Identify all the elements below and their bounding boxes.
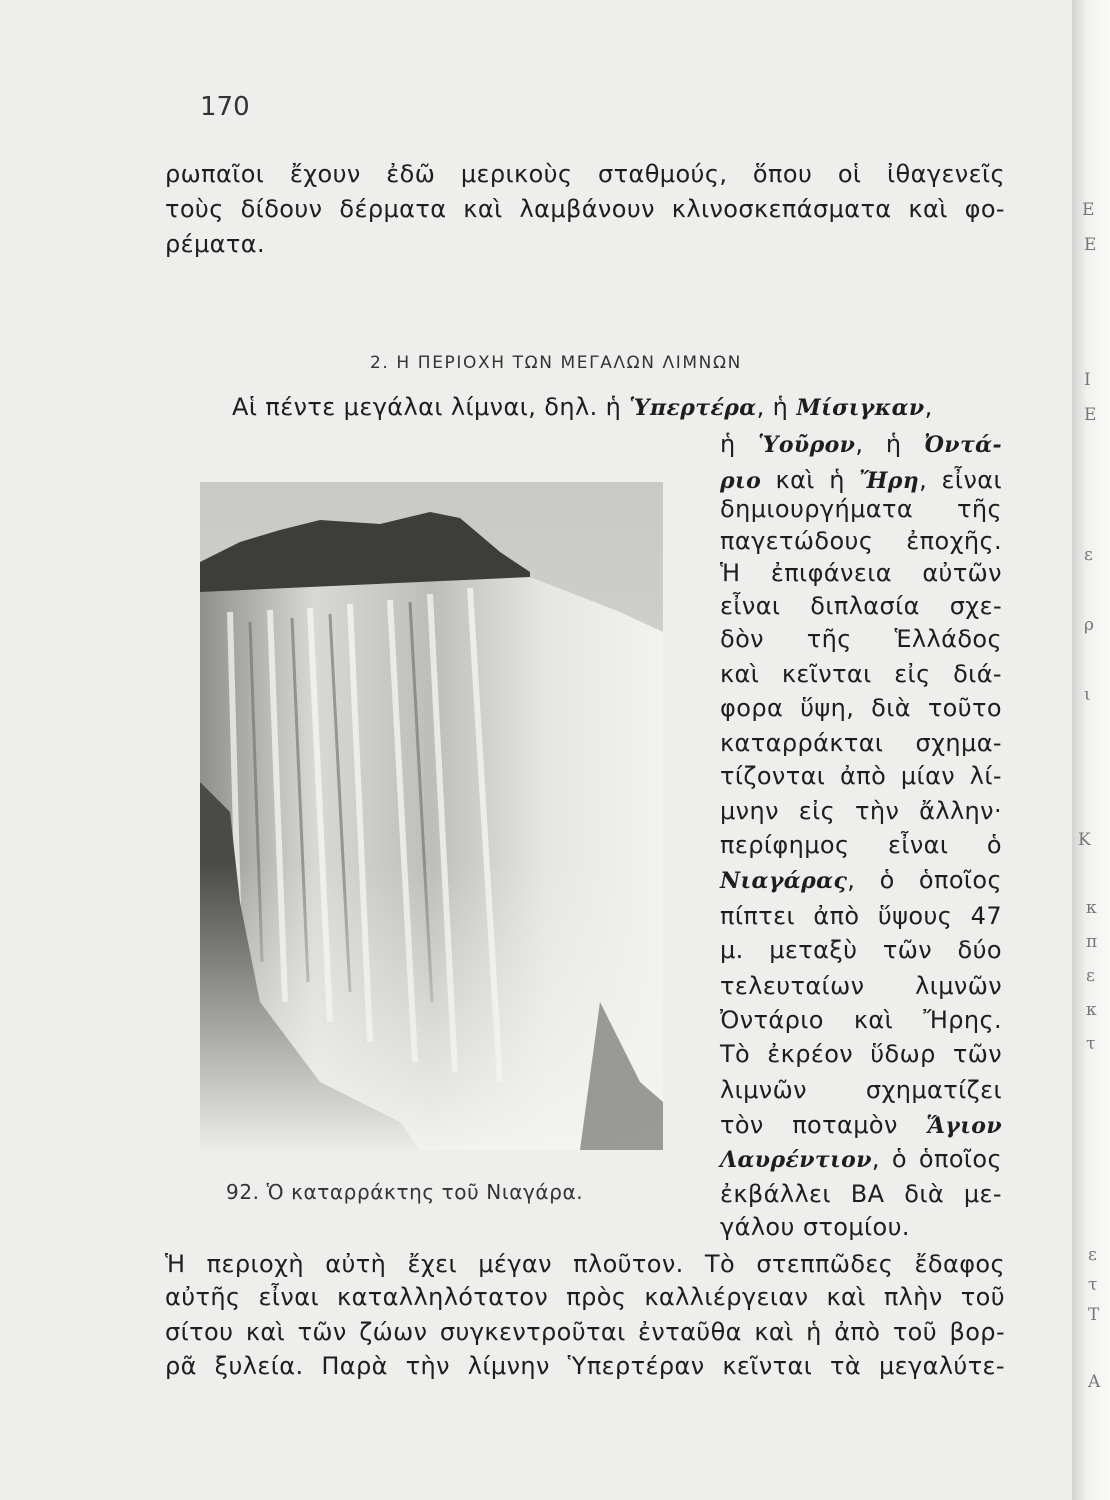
gutter-mark: ε: [1086, 966, 1095, 986]
column-line-23: ἐκβάλλει ΒΑ διὰ με-: [720, 1180, 1002, 1208]
column-line-4: παγετώδους ἐποχῆς.: [720, 527, 1002, 555]
lake-name-ontario-part1: Ὀντά-: [924, 432, 1003, 458]
lake-name-erie: Ἤρη: [859, 468, 920, 494]
gutter-mark: τ: [1088, 1275, 1098, 1295]
column-line-18: Ὀντάριο καὶ Ἤρης.: [720, 1006, 1002, 1034]
col-l14-tail: , ὁ ὁποῖος: [847, 866, 1002, 894]
saint-lawrence-part1: Ἅγιον: [926, 1113, 1002, 1139]
closing-line-1: Ἡ περιοχὴ αὐτὴ ἔχει μέγαν πλοῦτον. Τὸ στεππῶδες ἔδαφος: [165, 1250, 1005, 1278]
column-line-2: [720, 466, 1002, 494]
lake-name-michigan: Μίσιγκαν: [796, 395, 925, 421]
column-line-13: περίφημος εἶναι ὁ: [720, 831, 1002, 859]
col-l2-tail: , εἶναι: [919, 466, 1003, 494]
gutter-mark: ε: [1088, 1245, 1097, 1265]
page-number: 170: [200, 92, 250, 122]
intro-line-3: ρέματα.: [165, 230, 265, 258]
lead-sep: , ἡ: [756, 393, 797, 421]
gutter-mark: Ε: [1084, 405, 1097, 425]
gutter-mark: Ε: [1082, 200, 1095, 220]
column-line-20: λιμνῶν σχηματίζει: [720, 1076, 1002, 1104]
column-line-12: μνην εἰς τὴν ἄλλην·: [720, 797, 1002, 825]
column-line-3: δημιουργήματα τῆς: [720, 495, 1002, 523]
closing-line-4: ρᾶ ξυλεία. Παρὰ τὴν λίμνην Ὑπερτέραν κεῖνται τὰ μεγαλύτε-: [165, 1352, 1005, 1380]
column-line-1: [720, 430, 1002, 458]
column-line-7: δὸν τῆς Ἑλλάδος: [720, 625, 1002, 653]
column-line-10: καταρράκται σχημα-: [720, 729, 1002, 757]
intro-line-1: ρωπαῖοι ἔχουν ἐδῶ μερικοὺς σταθμούς, ὅπου οἱ ἰθαγενεῖς: [165, 160, 1005, 188]
column-line-22: [720, 1145, 1002, 1173]
gutter-mark: π: [1086, 932, 1098, 952]
column-line-16: μ. μεταξὺ τῶν δύο: [720, 936, 1002, 964]
saint-lawrence-part2: Λαυρέντιον: [720, 1147, 872, 1173]
col-l21-pre: τὸν ποταμὸν: [720, 1111, 927, 1139]
gutter-mark: ι: [1084, 685, 1091, 705]
lead-text: Αἱ πέντε μεγάλαι λίμναι, δηλ. ἡ: [232, 393, 630, 421]
col-l2-mid: καὶ ἡ: [761, 466, 860, 494]
column-line-14: [720, 866, 1002, 894]
column-line-5: Ἡ ἐπιφάνεια αὐτῶν: [720, 559, 1002, 587]
gutter-mark: Τ: [1088, 1305, 1100, 1325]
gutter-mark: ρ: [1084, 615, 1094, 635]
column-line-9: φορα ὕψη, διὰ τοῦτο: [720, 694, 1002, 722]
column-line-11: τίζονται ἀπὸ μίαν λί-: [720, 762, 1002, 790]
column-line-8: καὶ κεῖνται εἰς διά-: [720, 660, 1002, 688]
col-l1-pre: ἡ: [720, 430, 759, 458]
lead-line: [232, 393, 1002, 421]
column-line-21: [720, 1111, 1002, 1139]
closing-line-2: αὐτῆς εἶναι καταλληλότατον πρὸς καλλιέργειαν καὶ πλὴν τοῦ: [165, 1283, 1005, 1311]
gutter-mark: κ: [1086, 1000, 1097, 1020]
gutter-mark: Ε: [1084, 235, 1097, 255]
gutter-mark: Κ: [1078, 830, 1091, 850]
lake-name-superior: Ὑπερτέρα: [629, 395, 757, 421]
section-heading: 2. Η ΠΕΡΙΟΧΗ ΤΩΝ ΜΕΓΑΛΩΝ ΛΙΜΝΩΝ: [370, 353, 742, 373]
column-line-24: γάλου στομίου.: [720, 1213, 910, 1241]
niagara-name: Νιαγάρας: [720, 868, 848, 894]
figure-caption: 92. Ὁ καταρράκτης τοῦ Νιαγάρα.: [226, 1180, 584, 1204]
gutter-mark: κ: [1086, 898, 1097, 918]
closing-line-3: σίτου καὶ τῶν ζώων συγκεντροῦται ἐνταῦθα καὶ ἡ ἀπὸ τοῦ βορ-: [165, 1318, 1005, 1346]
gutter-mark: ε: [1084, 545, 1093, 565]
gutter-mark: Α: [1088, 1372, 1101, 1392]
lead-tail: ,: [924, 393, 933, 421]
lake-name-ontario-part2: ριο: [720, 468, 762, 494]
waterfall-illustration: [200, 482, 663, 1150]
niagara-falls-photo: [200, 482, 663, 1150]
gutter-mark: τ: [1086, 1034, 1096, 1054]
column-line-17: τελευταίων λιμνῶν: [720, 972, 1002, 1000]
col-l22-tail: , ὁ ὁποῖος: [871, 1145, 1002, 1173]
intro-line-2: τοὺς δίδουν δέρματα καὶ λαμβάνουν κλινοσκεπάσματα καὶ φο-: [165, 195, 1005, 223]
gutter-mark: Ι: [1084, 370, 1091, 390]
col-l1-mid: , ἡ: [855, 430, 925, 458]
lake-name-huron: Ὑοῦρον: [758, 432, 856, 458]
column-line-6: εἶναι διπλασία σχε-: [720, 592, 1002, 620]
facing-page-edge: [1072, 0, 1110, 1500]
column-line-19: Τὸ ἐκρέον ὕδωρ τῶν: [720, 1040, 1002, 1068]
column-line-15: πίπτει ἀπὸ ὕψους 47: [720, 902, 1002, 930]
